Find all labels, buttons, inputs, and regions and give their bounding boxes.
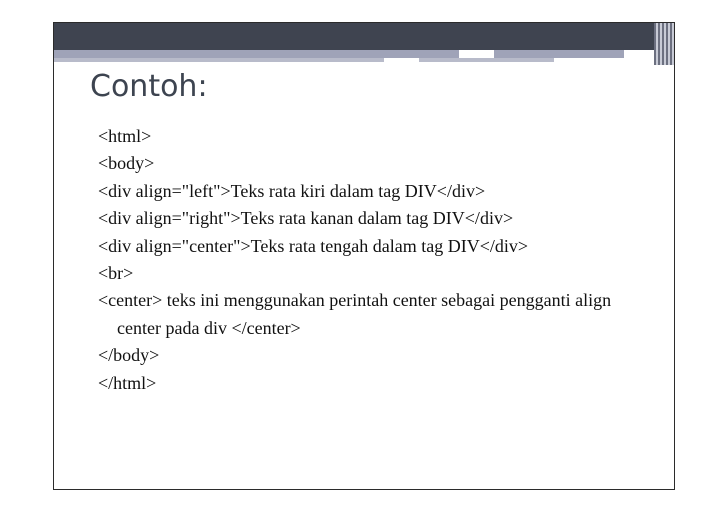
code-line: <div align="center">Teks rata tengah dalam tag DIV</div> <box>98 235 529 256</box>
code-line: <html> <box>98 126 152 146</box>
header-accent-line <box>419 58 554 62</box>
slide-title: Contoh: <box>90 69 208 104</box>
slide <box>53 22 675 490</box>
code-line: <center> teks ini menggunakan perintah center sebagai pengganti align center pada div </center> <box>98 290 612 338</box>
header-accent-bar <box>494 50 624 58</box>
header-banner <box>54 23 674 50</box>
header-accent-bar <box>54 50 459 58</box>
code-line: <div align="left">Teks rata kiri dalam tag DIV</div> <box>98 180 486 201</box>
code-line: <br> <box>98 263 134 284</box>
code-line: <body> <box>98 153 155 174</box>
code-listing <box>98 123 658 397</box>
code-line: </html> <box>98 372 157 393</box>
code-line: </body> <box>98 345 160 366</box>
header-accent-line <box>54 58 384 62</box>
corner-stripes <box>654 23 674 65</box>
code-line: <div align="right">Teks rata kanan dalam tag DIV</div> <box>98 208 514 229</box>
